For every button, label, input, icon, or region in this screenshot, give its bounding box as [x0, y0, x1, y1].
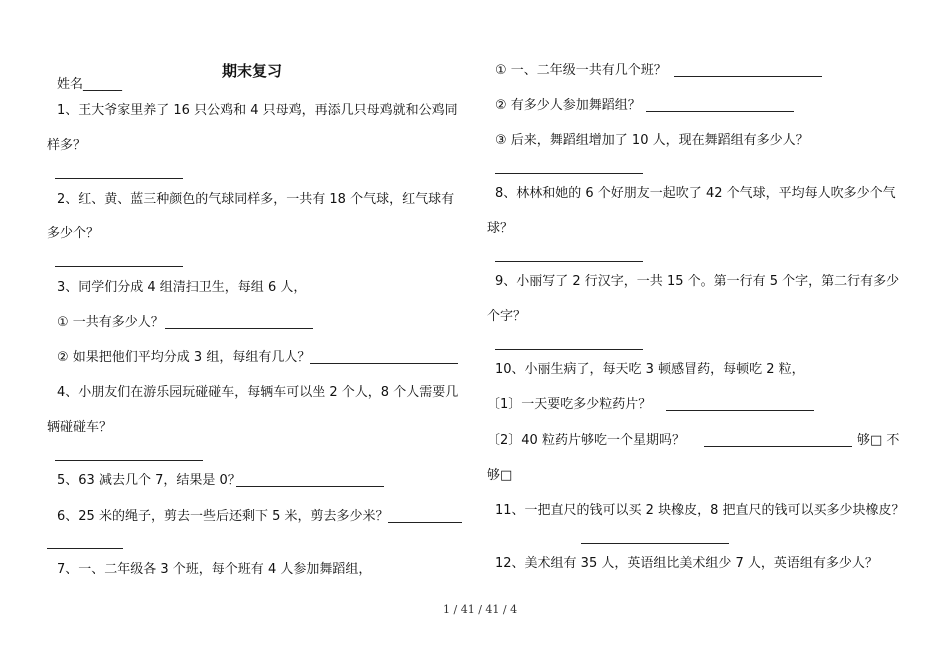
question-12-line-1: 12、美术组有 35 人，英语组比美术组少 7 人，英语组有多少人？ — [495, 556, 878, 571]
question-3-sub-1: ① 一共有多少人？ — [57, 315, 164, 330]
question-1-line-2: 样多？ — [47, 138, 87, 153]
question-4-line-1: 4、小朋友们在游乐园玩碰碰车，每辆车可以坐 2 个人，8 个人需要几 — [57, 385, 459, 400]
question-7-sub-2: ② 有多少人参加舞蹈组？ — [495, 98, 641, 113]
question-10-line-1: 10、小丽生病了，每天吃 3 顿感冒药，每顿吃 2 粒， — [495, 362, 805, 377]
answer-line-q2[interactable] — [55, 266, 183, 267]
answer-line-q4[interactable] — [55, 460, 203, 461]
answer-line-q7-1[interactable] — [674, 76, 822, 77]
question-2-line-1: 2、红、黄、蓝三种颜色的气球同样多，一共有 18 个气球，红气球有 — [57, 192, 455, 207]
answer-line-q9[interactable] — [495, 349, 643, 350]
question-10-sub-1: 〔1〕一天要吃多少粒药片？ — [487, 397, 652, 412]
question-11-line-1: 11、一把直尺的钱可以买 2 块橡皮，8 把直尺的钱可以买多少块橡皮？ — [495, 503, 905, 518]
question-10-sub-2: 〔2〕40 粒药片够吃一个星期吗？ — [487, 433, 685, 448]
question-5-line-1: 5、63 减去几个 7，结果是 0？ — [57, 473, 241, 488]
answer-line-q11[interactable] — [581, 543, 729, 544]
answer-line-q7-3[interactable] — [495, 173, 643, 174]
answer-line-q1[interactable] — [55, 178, 183, 179]
question-7-line-1: 7、一、二年级各 3 个班，每个班有 4 人参加舞蹈组， — [57, 562, 372, 577]
page-title: 期末复习 — [222, 62, 283, 80]
question-10-not-enough-option: 够□ — [487, 468, 513, 483]
answer-line-q8[interactable] — [495, 261, 643, 262]
question-3-sub-2: ② 如果把他们平均分成 3 组，每组有几人？ — [57, 350, 311, 365]
answer-line-q10-1[interactable] — [666, 410, 814, 411]
page-number: 1 / 41 / 41 / 4 — [443, 603, 518, 616]
question-6-line-1: 6、25 米的绳子，剪去一些后还剩下 5 米，剪去多少米？ — [57, 509, 389, 524]
question-2-line-2: 多少个？ — [47, 226, 100, 241]
question-3-line-1: 3、同学们分成 4 组清扫卫生，每组 6 人， — [57, 280, 307, 295]
answer-line-q7-2[interactable] — [646, 111, 794, 112]
question-8-line-1: 8、林林和她的 6 个好朋友一起吹了 42 个气球，平均每人吹多少个气 — [495, 186, 896, 201]
question-7-sub-1: ① 一、二年级一共有几个班？ — [495, 63, 667, 78]
name-field-label: 姓名______ — [57, 77, 123, 92]
answer-line-q6-b[interactable] — [47, 548, 123, 549]
question-10-enough-option: 够□ 不 — [857, 433, 900, 448]
question-1-line-1: 1、王大爷家里养了 16 只公鸡和 4 只母鸡，再添几只母鸡就和公鸡同 — [57, 103, 458, 118]
question-4-line-2: 辆碰碰车？ — [47, 420, 113, 435]
answer-line-q10-2[interactable] — [704, 446, 852, 447]
question-8-line-2: 球？ — [487, 221, 514, 236]
answer-line-q5[interactable] — [236, 486, 384, 487]
question-9-line-2: 个字？ — [487, 309, 527, 324]
answer-line-q3-2[interactable] — [310, 363, 458, 364]
answer-line-q6-a[interactable] — [388, 522, 462, 523]
question-9-line-1: 9、小丽写了 2 行汉字，一共 15 个。第一行有 5 个字，第二行有多少 — [495, 274, 900, 289]
question-7-sub-3: ③ 后来，舞蹈组增加了 10 人，现在舞蹈组有多少人？ — [495, 133, 809, 148]
answer-line-q3-1[interactable] — [165, 328, 313, 329]
